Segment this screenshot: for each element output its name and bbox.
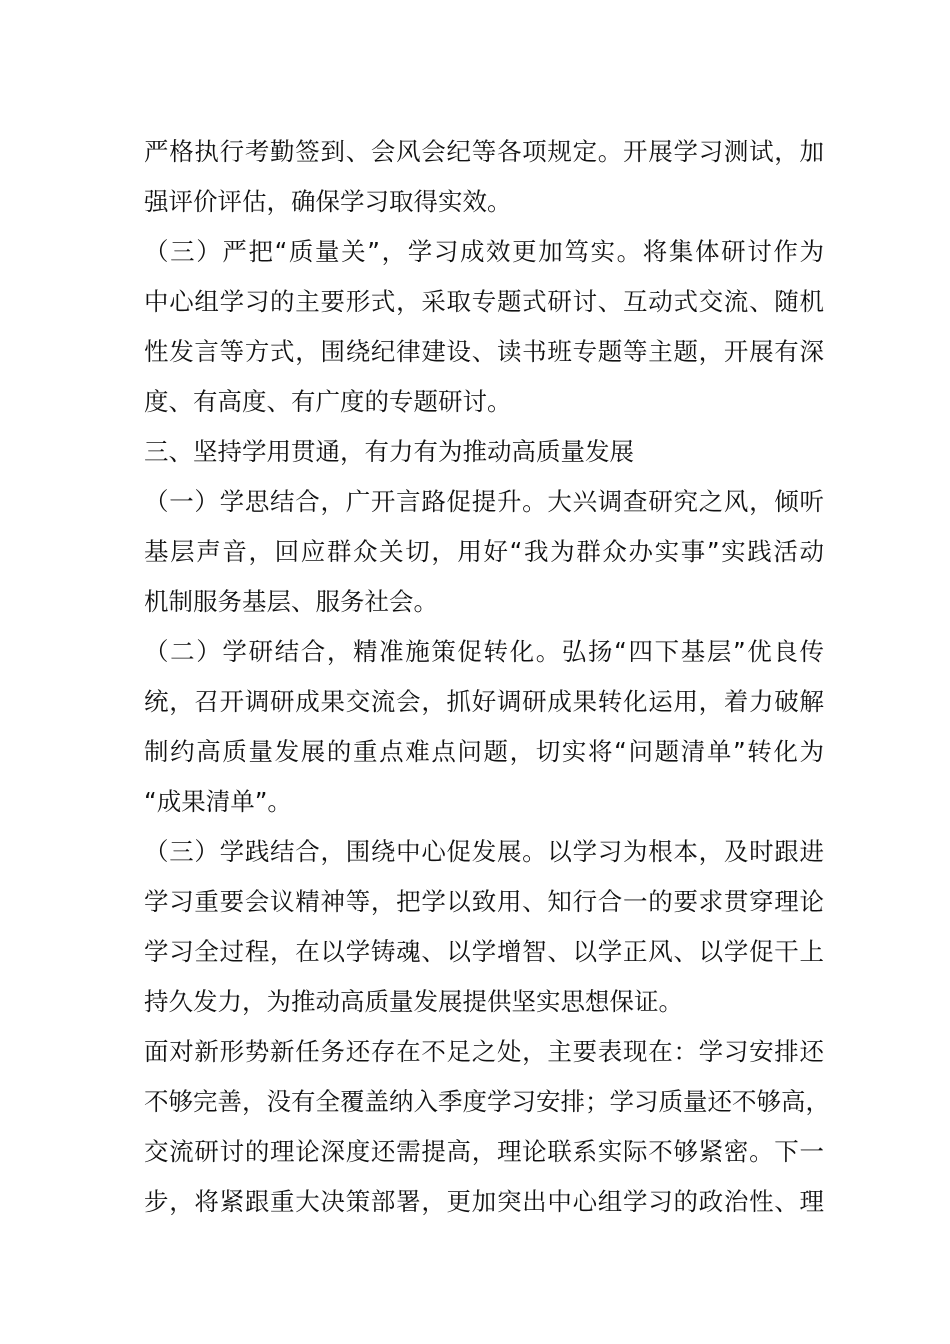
text-line: （三）严把“质量关”，学习成效更加笃实。将集体研讨作为 (144, 237, 824, 266)
text-line: 性发言等方式，围绕纪律建设、读书班专题等主题，开展有深 (144, 337, 824, 366)
text-line: 面对新形势新任务还存在不足之处，主要表现在：学习安排还 (144, 1037, 824, 1066)
text-line: （一）学思结合，广开言路促提升。大兴调查研究之风，倾听 (144, 487, 824, 516)
text-line: （三）学践结合，围绕中心促发展。以学习为根本，及时跟进 (144, 837, 824, 866)
text-line: 中心组学习的主要形式，采取专题式研讨、互动式交流、随机 (144, 287, 824, 316)
text-line: 强评价评估，确保学习取得实效。 (144, 187, 512, 216)
text-line: 学习重要会议精神等，把学以致用、知行合一的要求贯穿理论 (144, 887, 824, 916)
text-line: 不够完善，没有全覆盖纳入季度学习安排；学习质量还不够高， (144, 1087, 830, 1116)
text-line: “成果清单”。 (144, 787, 292, 816)
text-line: 度、有高度、有广度的专题研讨。 (144, 387, 512, 416)
text-line: 严格执行考勤签到、会风会纪等各项规定。开展学习测试，加 (144, 137, 824, 166)
text-line: （二）学研结合，精准施策促转化。弘扬“四下基层”优良传 (144, 637, 824, 666)
text-line: 制约高质量发展的重点难点问题，切实将“问题清单”转化为 (144, 737, 824, 766)
section-heading: 三、坚持学用贯通，有力有为推动高质量发展 (144, 437, 634, 466)
text-line: 步，将紧跟重大决策部署，更加突出中心组学习的政治性、理 (144, 1187, 824, 1216)
text-line: 基层声音，回应群众关切，用好“我为群众办实事”实践活动 (144, 537, 824, 566)
text-line: 统，召开调研成果交流会，抓好调研成果转化运用，着力破解 (144, 687, 824, 716)
text-line: 交流研讨的理论深度还需提高，理论联系实际不够紧密。下一 (144, 1137, 824, 1166)
text-line: 持久发力，为推动高质量发展提供坚实思想保证。 (144, 987, 683, 1016)
text-line: 学习全过程，在以学铸魂、以学增智、以学正风、以学促干上 (144, 937, 824, 966)
text-line: 机制服务基层、服务社会。 (144, 587, 438, 616)
